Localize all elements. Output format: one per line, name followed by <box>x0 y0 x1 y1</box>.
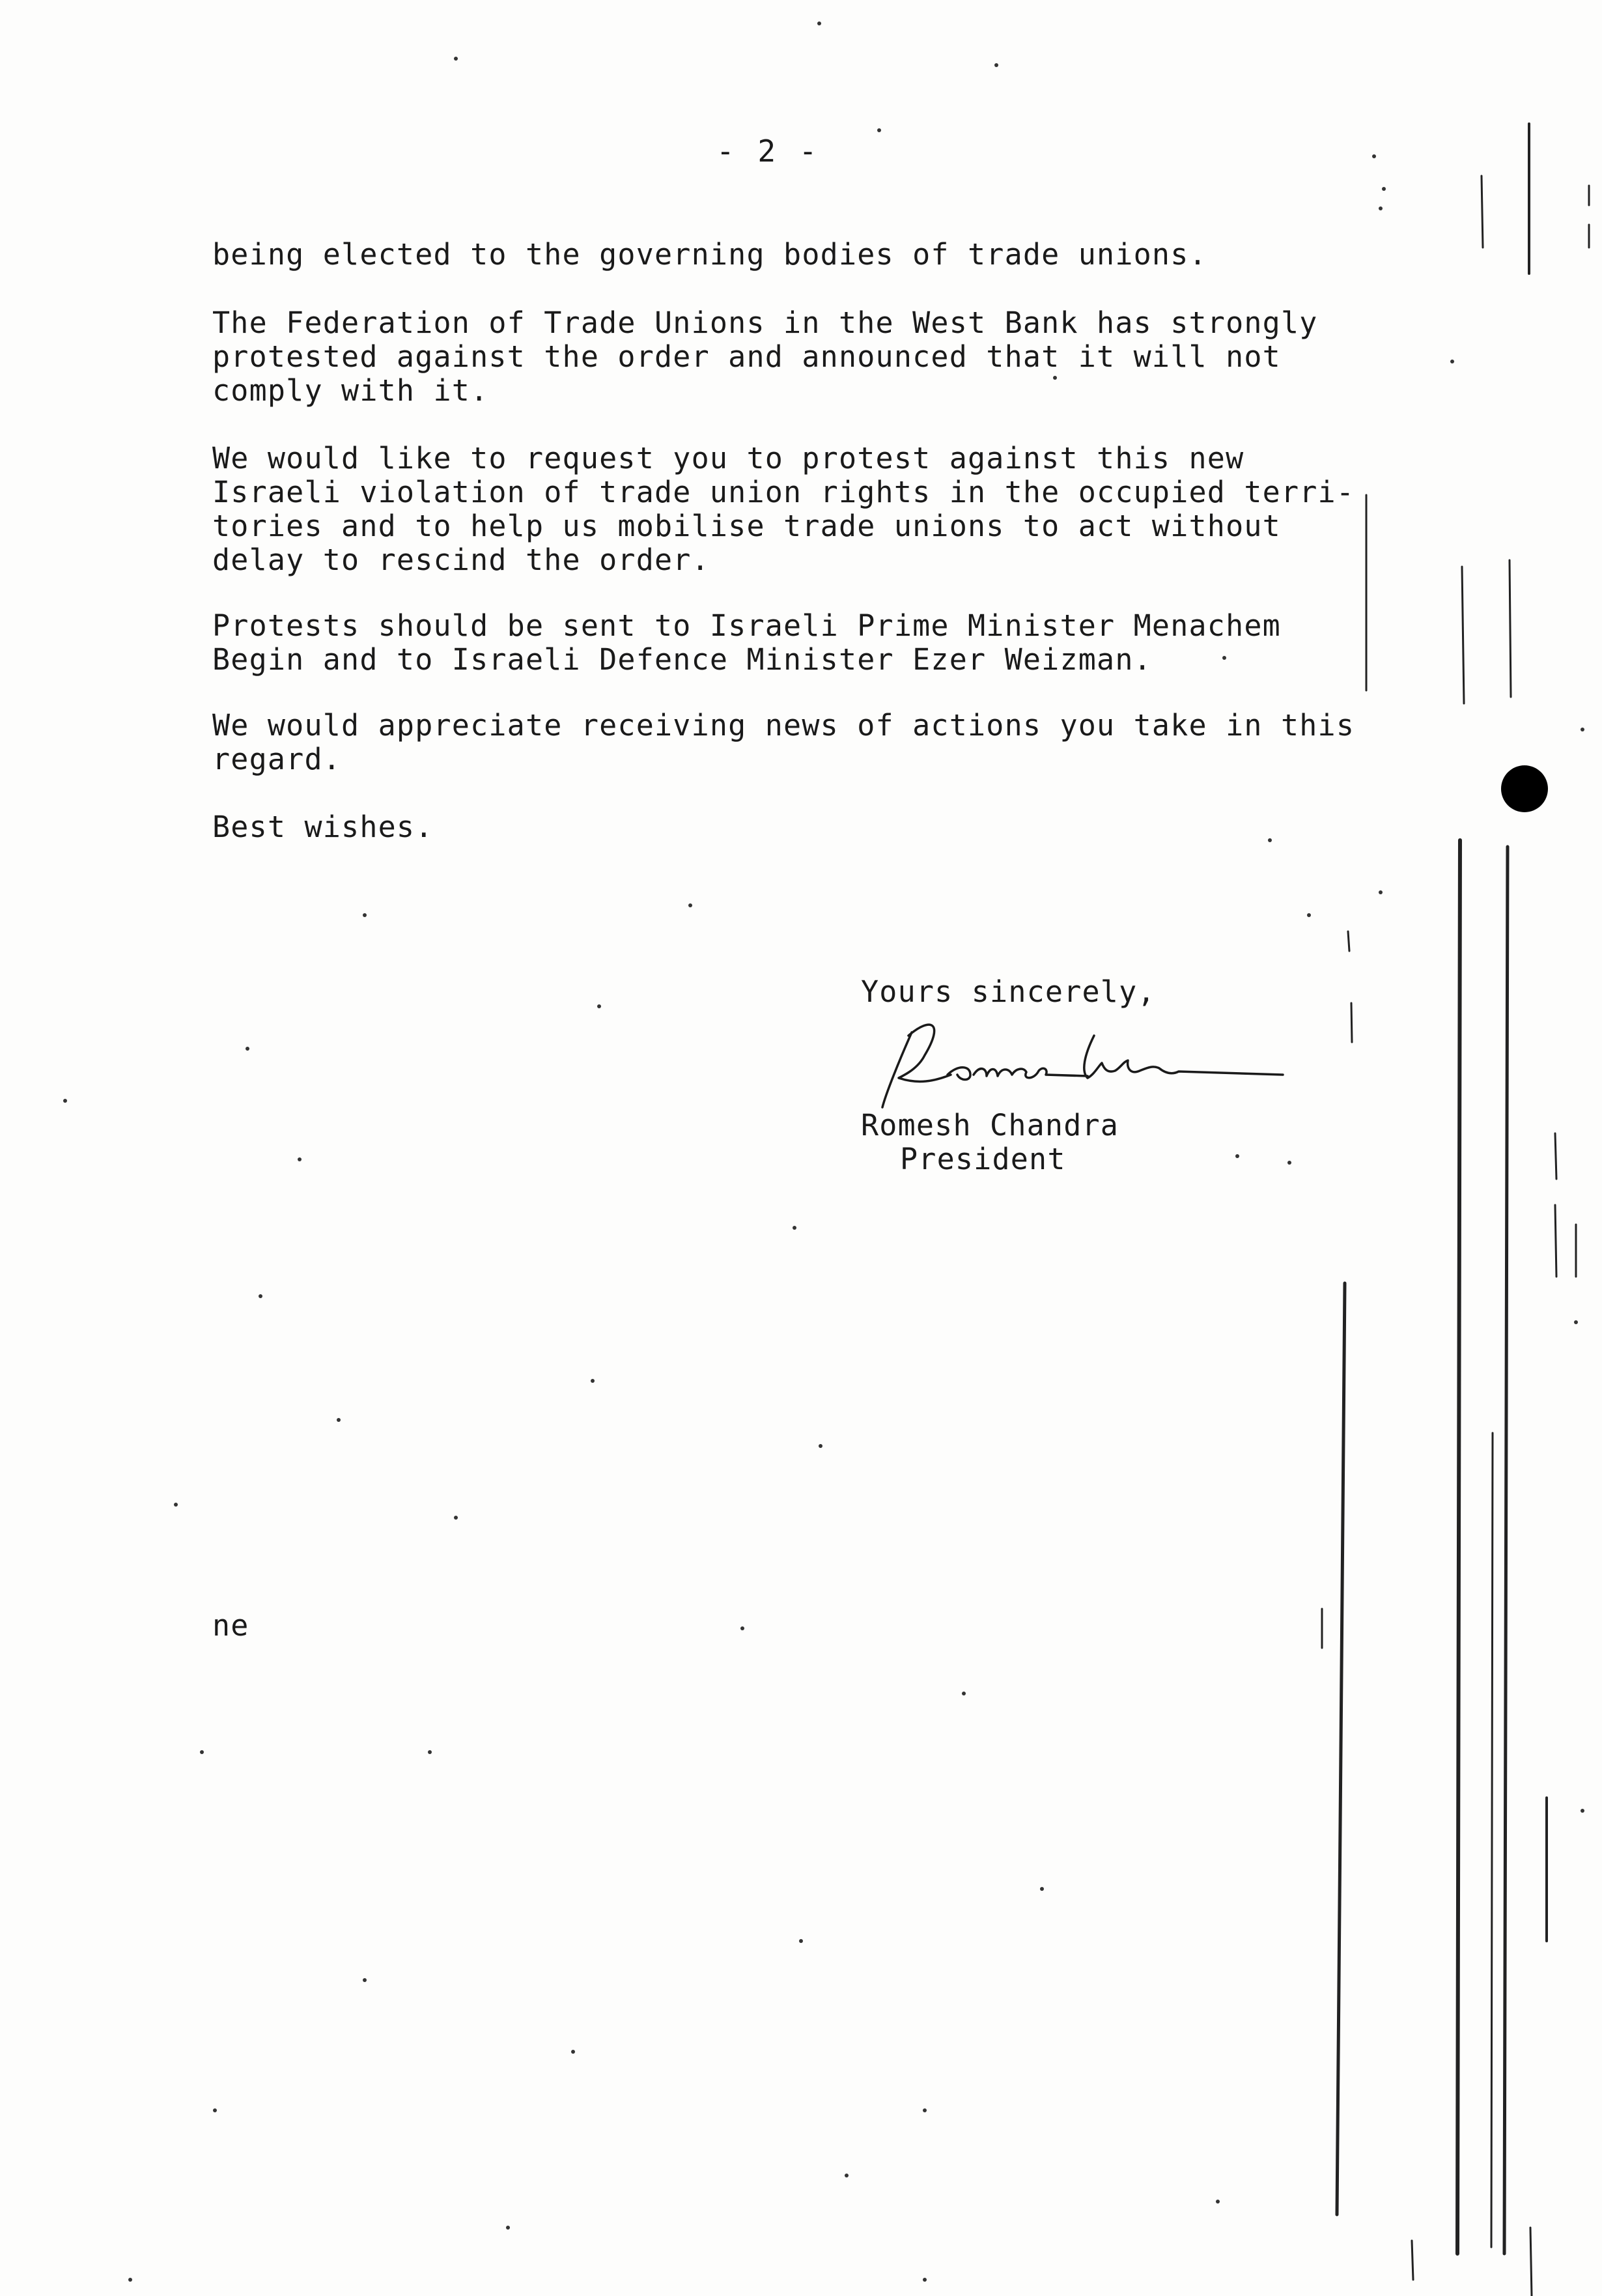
page-number: - 2 - <box>716 134 820 169</box>
closing-salutation: Yours sincerely, <box>861 974 1156 1009</box>
typist-initials: ne <box>212 1608 249 1643</box>
paragraph-3: We would like to request you to protest against this new Israeli violation of trade union rights in the occupied terri- tories and to help us mobilise trade unions to act without delay to rescind the order. <box>212 441 1355 577</box>
handwritten-signature <box>873 1003 1289 1114</box>
paragraph-6: Best wishes. <box>212 810 434 844</box>
paragraph-4: Protests should be sent to Israeli Prime Minister Menachem Begin and to Israeli Defence Minister Ezer Weizman. <box>212 608 1281 677</box>
paragraph-1: being elected to the governing bodies of trade unions. <box>212 237 1207 272</box>
punch-hole <box>1501 765 1548 812</box>
signatory-title: President <box>900 1142 1066 1176</box>
paragraph-2: The Federation of Trade Unions in the West Bank has strongly protested against the order and announced that it will not comply with it. <box>212 305 1318 408</box>
signatory-name: Romesh Chandra <box>861 1108 1119 1142</box>
paragraph-5: We would appreciate receiving news of actions you take in this regard. <box>212 708 1355 776</box>
